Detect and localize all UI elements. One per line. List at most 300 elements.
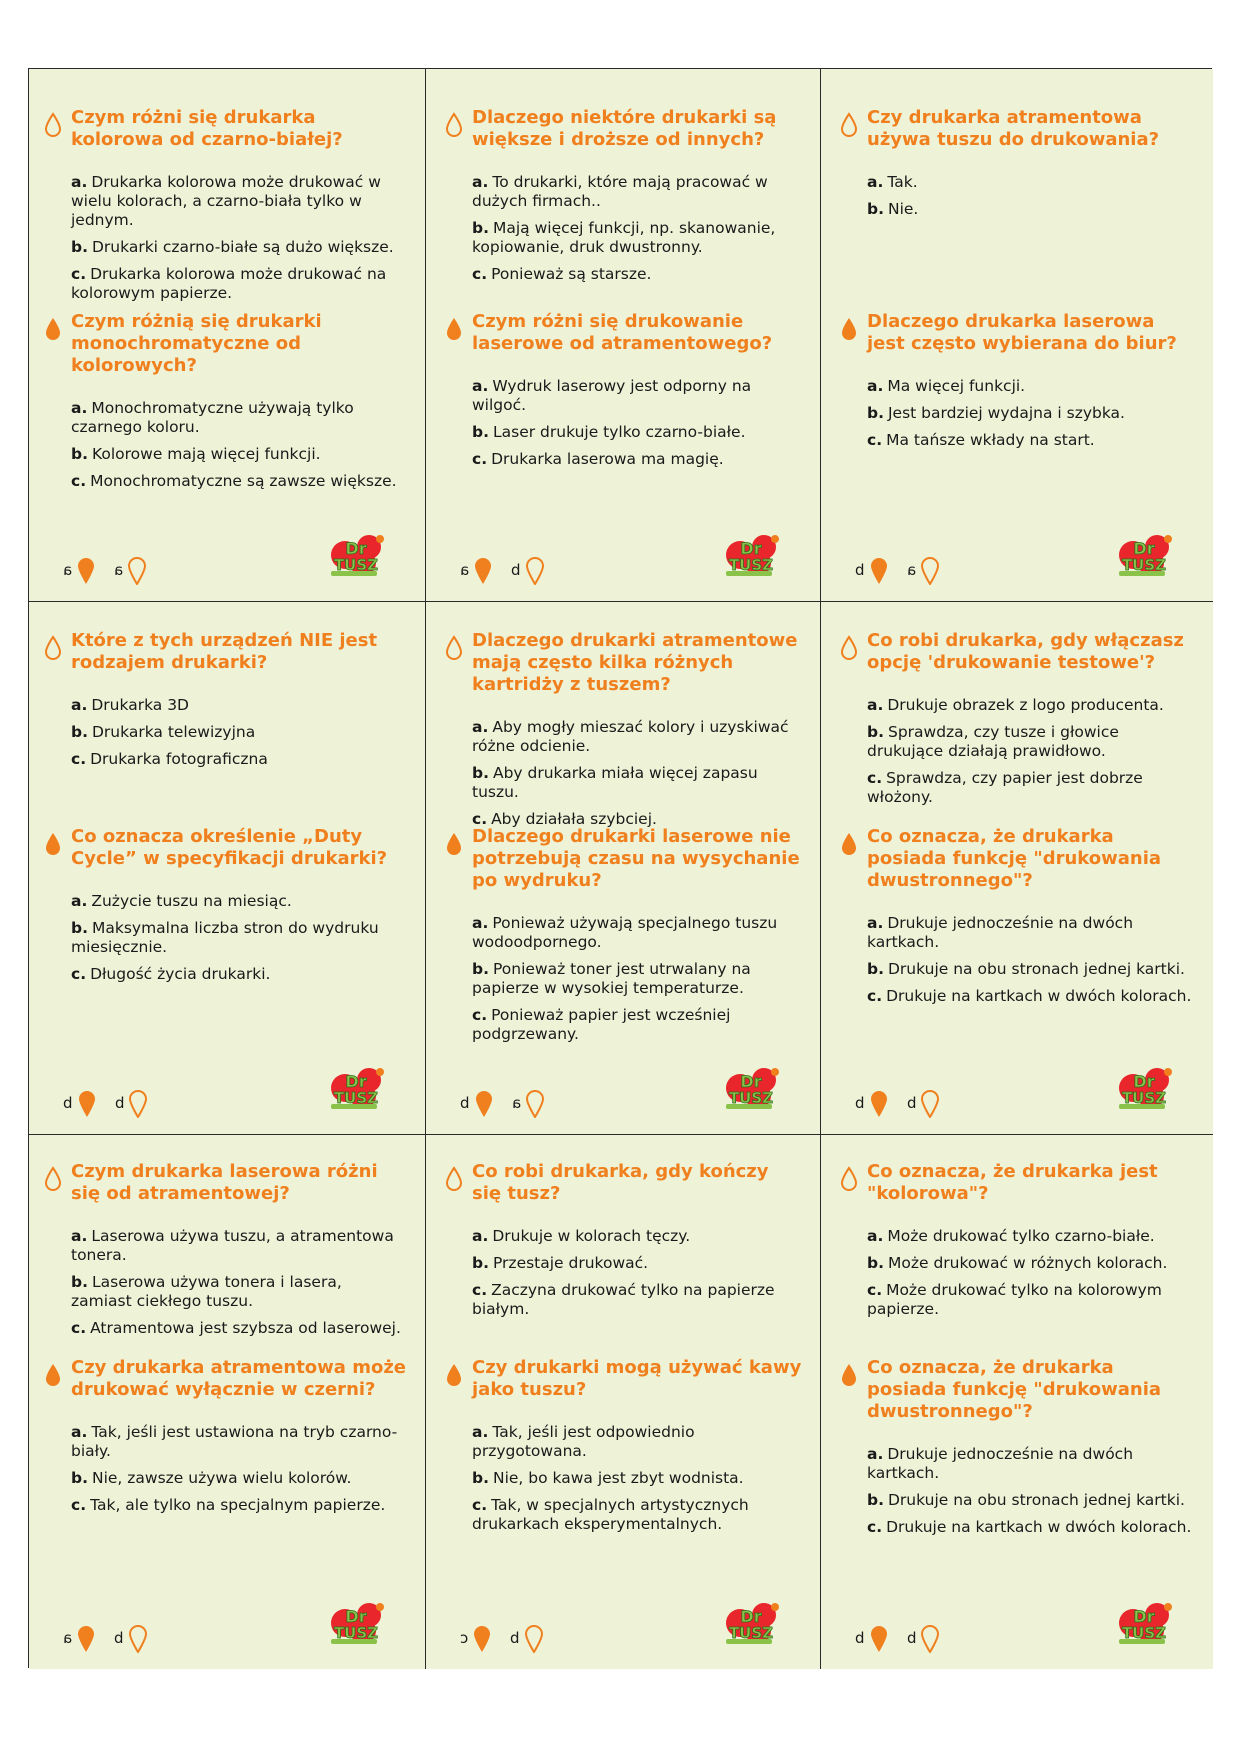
answer-option xyxy=(867,1254,1195,1273)
drop-outline-icon xyxy=(44,1166,62,1192)
answer-letter: a. xyxy=(71,173,88,191)
answer-key xyxy=(460,1625,558,1653)
answer-text: Ponieważ toner jest utrwalany na papierze w wysokiej temperaturze. xyxy=(472,960,751,997)
question-block-outline xyxy=(472,1161,802,1327)
answer-letter: c. xyxy=(867,1518,883,1536)
drop-outline-icon xyxy=(445,1166,463,1192)
answer-letter: c. xyxy=(472,1496,488,1514)
quiz-card xyxy=(821,69,1213,602)
answer-text: Może drukować tylko czarno-białe. xyxy=(887,1227,1155,1245)
answer-option xyxy=(472,1496,802,1534)
answer-text: Drukarka telewizyjna xyxy=(91,723,256,741)
question-text: Co oznacza, że drukarka posiada funkcję "drukowania dwustronnego"? xyxy=(867,1357,1162,1422)
dr-tusz-logo xyxy=(1113,1066,1175,1112)
answer-option xyxy=(71,445,407,464)
answer-letter: a. xyxy=(472,173,489,191)
answer-text: Drukuje jednocześnie na dwóch kartkach. xyxy=(867,1445,1134,1482)
answer-letter: b. xyxy=(867,960,884,978)
answer-option xyxy=(472,1423,802,1461)
answer-option xyxy=(71,399,407,437)
answer-letter: a. xyxy=(472,718,489,736)
answer-list xyxy=(867,914,1195,1006)
answer-text: Drukuje na obu stronach jednej kartki. xyxy=(887,1491,1185,1509)
question-block-filled xyxy=(472,311,802,477)
question-block-filled xyxy=(867,826,1195,1014)
answer-list xyxy=(472,1227,802,1319)
answer-key-first-letter: a xyxy=(460,561,470,579)
answer-key-first-letter: b xyxy=(855,1629,865,1647)
answer-text: Może drukować w różnych kolorach. xyxy=(887,1254,1168,1272)
answer-letter: a. xyxy=(867,1227,884,1245)
answer-option xyxy=(71,1423,407,1461)
drop-filled-icon xyxy=(44,316,62,342)
question-block-outline xyxy=(71,1161,407,1346)
dr-tusz-logo xyxy=(720,1601,782,1647)
answer-list xyxy=(867,1227,1195,1319)
drop-outline-icon xyxy=(44,635,62,661)
answer-option xyxy=(472,1254,802,1273)
answer-text: Drukuje jednocześnie na dwóch kartkach. xyxy=(867,914,1134,951)
logo-text-top: Dr xyxy=(345,1072,367,1091)
answer-list xyxy=(472,914,802,1044)
pin-outline-icon xyxy=(128,1090,148,1118)
answer-letter: b. xyxy=(71,445,88,463)
drop-outline-icon xyxy=(445,635,463,661)
question-title xyxy=(867,311,1195,355)
question-block-outline xyxy=(867,107,1195,227)
quiz-card xyxy=(426,602,821,1135)
drop-filled-icon xyxy=(445,831,463,857)
answer-option xyxy=(472,265,802,284)
question-text: Dlaczego drukarka laserowa jest często wybierana do biur? xyxy=(867,311,1177,354)
answer-letter: a. xyxy=(472,1227,489,1245)
logo-text-bottom: TUSZ xyxy=(728,1089,774,1107)
answer-key xyxy=(63,1090,162,1118)
logo-text-top: Dr xyxy=(345,1607,367,1626)
drop-filled-icon xyxy=(44,1362,62,1388)
answer-list xyxy=(867,1445,1195,1537)
answer-text: Ponieważ używają specjalnego tuszu wodoodpornego. xyxy=(472,914,778,951)
quiz-card xyxy=(821,602,1213,1135)
answer-text: Może drukować tylko na kolorowym papierze. xyxy=(867,1281,1162,1318)
question-title xyxy=(71,107,407,151)
answer-letter: c. xyxy=(71,472,87,490)
answer-option xyxy=(867,696,1195,715)
question-block-outline xyxy=(472,630,802,837)
answer-key xyxy=(855,1625,954,1653)
answer-option xyxy=(867,1518,1195,1537)
quiz-card xyxy=(29,602,426,1135)
answer-letter: a. xyxy=(472,377,489,395)
answer-text: Maksymalna liczba stron do wydruku miesięcznie. xyxy=(71,919,379,956)
drop-filled-icon xyxy=(445,1362,463,1388)
answer-letter: b. xyxy=(472,764,489,782)
answer-option xyxy=(867,377,1195,396)
answer-text: Ma tańsze wkłady na start. xyxy=(886,431,1095,449)
pin-outline-icon xyxy=(920,1090,940,1118)
dr-tusz-logo xyxy=(325,1601,387,1647)
answer-letter: b. xyxy=(867,404,884,422)
answer-list xyxy=(867,173,1195,219)
question-text: Czym różnią się drukarki monochromatyczne od kolorowych? xyxy=(71,311,322,376)
answer-key-second-letter: b xyxy=(511,561,521,579)
pin-filled-icon xyxy=(869,557,889,585)
answer-text: Zaczyna drukować tylko na papierze białym. xyxy=(472,1281,775,1318)
answer-option xyxy=(71,238,407,257)
answer-option xyxy=(71,965,407,984)
answer-list xyxy=(472,377,802,469)
logo-text-top: Dr xyxy=(740,539,762,558)
logo-text-bottom: TUSZ xyxy=(333,556,379,574)
logo-text-bottom: TUSZ xyxy=(728,1624,774,1642)
answer-text: Aby mogły mieszać kolory i uzyskiwać różne odcienie. xyxy=(472,718,789,755)
question-text: Które z tych urządzeń NIE jest rodzajem drukarki? xyxy=(71,630,378,673)
question-title xyxy=(472,826,802,892)
answer-letter: b. xyxy=(472,960,489,978)
answer-key-first-letter: c xyxy=(460,1629,469,1647)
answer-text: Przestaje drukować. xyxy=(492,1254,649,1272)
answer-option xyxy=(472,219,802,257)
answer-letter: b. xyxy=(867,200,884,218)
answer-letter: c. xyxy=(71,265,87,283)
logo-text-top: Dr xyxy=(345,539,367,558)
logo-text-top: Dr xyxy=(1133,1607,1155,1626)
answer-option xyxy=(472,450,802,469)
answer-text: Ma więcej funkcji. xyxy=(887,377,1026,395)
quiz-card xyxy=(426,1135,821,1669)
answer-text: Nie, zawsze używa wielu kolorów. xyxy=(91,1469,352,1487)
answer-option xyxy=(71,265,407,303)
question-text: Czym różni się drukarka kolorowa od czarno-białej? xyxy=(71,107,343,150)
answer-letter: c. xyxy=(867,431,883,449)
answer-letter: b. xyxy=(472,1469,489,1487)
answer-option xyxy=(472,764,802,802)
answer-key xyxy=(63,557,161,585)
logo-text-bottom: TUSZ xyxy=(333,1089,379,1107)
answer-option xyxy=(71,919,407,957)
question-block-filled xyxy=(867,1357,1195,1545)
question-title xyxy=(472,107,802,151)
answer-text: Tak, jeśli jest odpowiednio przygotowana. xyxy=(472,1423,695,1460)
question-block-filled xyxy=(71,826,407,992)
drop-filled-icon xyxy=(840,1362,858,1388)
answer-letter: c. xyxy=(867,769,883,787)
drop-filled-icon xyxy=(44,831,62,857)
question-text: Co oznacza, że drukarka jest "kolorowa"? xyxy=(867,1161,1158,1204)
answer-letter: c. xyxy=(71,1496,87,1514)
answer-option xyxy=(71,472,407,491)
answer-text: Ponieważ są starsze. xyxy=(491,265,652,283)
answer-option xyxy=(472,960,802,998)
answer-letter: a. xyxy=(71,1423,88,1441)
answer-text: Drukuje obrazek z logo producenta. xyxy=(887,696,1164,714)
answer-option xyxy=(867,1281,1195,1319)
answer-text: Wydruk laserowy jest odporny na wilgoć. xyxy=(472,377,752,414)
answer-letter: a. xyxy=(71,696,88,714)
question-block-filled xyxy=(472,826,802,1052)
quiz-card xyxy=(426,69,821,602)
answer-key-first-letter: b xyxy=(460,1094,470,1112)
drop-filled-icon xyxy=(840,316,858,342)
answer-text: Kolorowe mają więcej funkcji. xyxy=(91,445,321,463)
question-text: Czy drukarka atramentowa używa tuszu do drukowania? xyxy=(867,107,1160,150)
question-text: Dlaczego drukarki laserowe nie potrzebują czasu na wysychanie po wydruku? xyxy=(472,826,800,891)
answer-letter: a. xyxy=(71,1227,88,1245)
answer-letter: c. xyxy=(472,265,488,283)
answer-letter: c. xyxy=(71,750,87,768)
quiz-card xyxy=(29,1135,426,1669)
dr-tusz-logo xyxy=(1113,533,1175,579)
question-block-outline xyxy=(867,630,1195,815)
answer-text: Tak, w specjalnych artystycznych drukarkach eksperymentalnych. xyxy=(472,1496,749,1533)
answer-option xyxy=(472,718,802,756)
answer-option xyxy=(472,423,802,442)
answer-letter: b. xyxy=(867,1491,884,1509)
answer-option xyxy=(71,723,407,742)
question-block-outline xyxy=(472,107,802,292)
pin-filled-icon xyxy=(77,1090,97,1118)
answer-key xyxy=(460,1090,559,1118)
answer-letter: b. xyxy=(867,1254,884,1272)
answer-option xyxy=(867,1227,1195,1246)
answer-option xyxy=(867,914,1195,952)
answer-key-first-letter: b xyxy=(63,1094,73,1112)
pin-outline-icon xyxy=(920,557,940,585)
question-title xyxy=(867,1357,1195,1423)
answer-text: Tak. xyxy=(887,173,918,191)
question-text: Czym drukarka laserowa różni się od atramentowej? xyxy=(71,1161,378,1204)
answer-option xyxy=(867,987,1195,1006)
answer-option xyxy=(867,960,1195,979)
answer-text: Monochromatyczne używają tylko czarnego koloru. xyxy=(71,399,354,436)
answer-letter: a. xyxy=(71,399,88,417)
answer-key xyxy=(460,557,559,585)
answer-list xyxy=(71,399,407,491)
answer-option xyxy=(867,1445,1195,1483)
answer-key-first-letter: b xyxy=(855,1094,865,1112)
question-title xyxy=(71,1357,407,1401)
logo-text-top: Dr xyxy=(740,1607,762,1626)
answer-text: Drukarki czarno-białe są dużo większe. xyxy=(91,238,394,256)
dr-tusz-logo xyxy=(325,1066,387,1112)
answer-key xyxy=(855,1090,954,1118)
question-block-filled xyxy=(472,1357,802,1542)
quiz-card xyxy=(29,69,426,602)
answer-list xyxy=(867,696,1195,807)
answer-letter: c. xyxy=(867,1281,883,1299)
question-title xyxy=(867,107,1195,151)
answer-list xyxy=(71,696,407,769)
answer-text: Tak, ale tylko na specjalnym papierze. xyxy=(90,1496,386,1514)
question-text: Czy drukarki mogą używać kawy jako tuszu? xyxy=(472,1357,802,1400)
answer-option xyxy=(472,377,802,415)
answer-option xyxy=(867,200,1195,219)
answer-key-second-letter: a xyxy=(511,1094,521,1112)
drop-outline-icon xyxy=(840,635,858,661)
logo-text-top: Dr xyxy=(1133,539,1155,558)
logo-text-bottom: TUSZ xyxy=(728,556,774,574)
drop-outline-icon xyxy=(445,112,463,138)
answer-key-second-letter: a xyxy=(114,561,124,579)
answer-list xyxy=(71,1423,407,1515)
answer-text: Jest bardziej wydajna i szybka. xyxy=(887,404,1125,422)
question-block-outline xyxy=(867,1161,1195,1327)
question-title xyxy=(472,1161,802,1205)
answer-key-second-letter: b xyxy=(510,1629,520,1647)
answer-text: Drukarka laserowa ma magię. xyxy=(491,450,724,468)
answer-option xyxy=(472,1227,802,1246)
answer-letter: c. xyxy=(71,1319,87,1337)
answer-key-second-letter: b xyxy=(114,1629,124,1647)
logo-text-bottom: TUSZ xyxy=(1121,1089,1167,1107)
pin-outline-icon xyxy=(525,557,545,585)
answer-option xyxy=(472,1281,802,1319)
logo-text-bottom: TUSZ xyxy=(1121,1624,1167,1642)
logo-text-top: Dr xyxy=(1133,1072,1155,1091)
answer-option xyxy=(71,696,407,715)
answer-text: Laserowa używa tuszu, a atramentowa tonera. xyxy=(71,1227,394,1264)
card-sheet xyxy=(28,68,1212,1668)
answer-key-first-letter: b xyxy=(855,561,865,579)
pin-filled-icon xyxy=(76,557,96,585)
answer-letter: a. xyxy=(867,696,884,714)
answer-key-second-letter: b xyxy=(906,1629,917,1647)
answer-letter: b. xyxy=(867,723,884,741)
answer-text: Aby działała szybciej. xyxy=(491,810,657,828)
answer-text: Sprawdza, czy papier jest dobrze włożony. xyxy=(867,769,1143,806)
drop-outline-icon xyxy=(840,112,858,138)
answer-text: Tak, jeśli jest ustawiona na tryb czarno-biały. xyxy=(71,1423,398,1460)
answer-letter: a. xyxy=(867,1445,884,1463)
question-title xyxy=(472,1357,802,1401)
logo-text-bottom: TUSZ xyxy=(1121,556,1167,574)
answer-list xyxy=(472,718,802,829)
answer-text: Ponieważ papier jest wcześniej podgrzewany. xyxy=(472,1006,731,1043)
answer-option xyxy=(867,1491,1195,1510)
question-block-outline xyxy=(71,107,407,311)
answer-letter: b. xyxy=(472,1254,489,1272)
answer-letter: a. xyxy=(71,892,88,910)
answer-letter: a. xyxy=(867,377,884,395)
question-text: Co robi drukarka, gdy kończy się tusz? xyxy=(472,1161,769,1204)
answer-letter: a. xyxy=(472,914,489,932)
pin-outline-icon xyxy=(128,1625,148,1653)
quiz-card xyxy=(821,1135,1213,1669)
answer-option xyxy=(472,1469,802,1488)
answer-option xyxy=(867,173,1195,192)
answer-option xyxy=(472,914,802,952)
answer-option xyxy=(71,1319,407,1338)
answer-text: Drukuje na kartkach w dwóch kolorach. xyxy=(886,987,1192,1005)
answer-list xyxy=(472,1423,802,1534)
answer-letter: c. xyxy=(472,450,488,468)
answer-text: Nie. xyxy=(887,200,919,218)
pin-filled-icon xyxy=(474,1090,494,1118)
pin-filled-icon xyxy=(76,1625,96,1653)
answer-option xyxy=(71,1469,407,1488)
answer-letter: c. xyxy=(472,810,488,828)
answer-text: Monochromatyczne są zawsze większe. xyxy=(90,472,397,490)
answer-letter: c. xyxy=(472,1281,488,1299)
answer-key-second-letter: b xyxy=(906,1094,917,1112)
question-block-filled xyxy=(867,311,1195,458)
drop-filled-icon xyxy=(445,316,463,342)
pin-outline-icon xyxy=(127,557,147,585)
answer-text: Nie, bo kawa jest zbyt wodnista. xyxy=(492,1469,744,1487)
answer-key-second-letter: b xyxy=(114,1094,125,1112)
answer-text: Zużycie tuszu na miesiąc. xyxy=(91,892,292,910)
answer-text: Laserowa używa tonera i lasera, zamiast ciekłego tuszu. xyxy=(71,1273,342,1310)
answer-letter: c. xyxy=(867,987,883,1005)
answer-option xyxy=(867,723,1195,761)
question-text: Czy drukarka atramentowa może drukować wyłącznie w czerni? xyxy=(71,1357,407,1400)
answer-letter: c. xyxy=(71,965,87,983)
question-text: Czym różni się drukowanie laserowe od atramentowego? xyxy=(472,311,773,354)
logo-text-top: Dr xyxy=(740,1072,762,1091)
answer-list xyxy=(472,173,802,284)
answer-letter: b. xyxy=(71,238,88,256)
question-block-filled xyxy=(71,311,407,499)
question-title xyxy=(71,826,407,870)
pin-filled-icon xyxy=(473,557,493,585)
answer-letter: b. xyxy=(472,219,489,237)
question-title xyxy=(867,630,1195,674)
answer-option xyxy=(71,173,407,230)
answer-text: Długość życia drukarki. xyxy=(90,965,271,983)
answer-text: Mają więcej funkcji, np. skanowanie, kopiowanie, druk dwustronny. xyxy=(472,219,776,256)
question-text: Dlaczego drukarki atramentowe mają często kilka różnych kartridży z tuszem? xyxy=(472,630,798,695)
question-title xyxy=(71,1161,407,1205)
answer-option xyxy=(472,173,802,211)
answer-option xyxy=(472,1006,802,1044)
dr-tusz-logo xyxy=(325,533,387,579)
question-title xyxy=(472,630,802,696)
pin-outline-icon xyxy=(524,1625,544,1653)
question-title xyxy=(71,311,407,377)
answer-option xyxy=(71,1273,407,1311)
question-title xyxy=(867,1161,1195,1205)
answer-text: Drukarka kolorowa może drukować w wielu kolorach, a czarno-biała tylko w jednym. xyxy=(71,173,381,229)
dr-tusz-logo xyxy=(720,1066,782,1112)
pin-outline-icon xyxy=(525,1090,545,1118)
question-text: Dlaczego niektóre drukarki są większe i droższe od innych? xyxy=(472,107,777,150)
answer-text: Drukuje w kolorach tęczy. xyxy=(492,1227,691,1245)
answer-text: Drukarka kolorowa może drukować na kolorowym papierze. xyxy=(71,265,387,302)
answer-key-first-letter: a xyxy=(63,1629,73,1647)
logo-text-bottom: TUSZ xyxy=(333,1624,379,1642)
answer-letter: b. xyxy=(472,423,489,441)
answer-text: Drukuje na kartkach w dwóch kolorach. xyxy=(886,1518,1192,1536)
answer-option xyxy=(867,404,1195,423)
answer-letter: a. xyxy=(867,914,884,932)
drop-outline-icon xyxy=(840,1166,858,1192)
answer-letter: a. xyxy=(867,173,884,191)
dr-tusz-logo xyxy=(1113,1601,1175,1647)
dr-tusz-logo xyxy=(720,533,782,579)
answer-list xyxy=(71,173,407,303)
answer-text: Drukuje na obu stronach jednej kartki. xyxy=(887,960,1185,978)
answer-text: Sprawdza, czy tusze i głowice drukujące działają prawidłowo. xyxy=(867,723,1119,760)
question-title xyxy=(71,630,407,674)
answer-key xyxy=(63,1625,162,1653)
answer-key xyxy=(855,557,954,585)
answer-letter: a. xyxy=(472,1423,489,1441)
answer-text: Laser drukuje tylko czarno-białe. xyxy=(492,423,746,441)
answer-option xyxy=(71,892,407,911)
answer-option xyxy=(867,431,1195,450)
question-block-filled xyxy=(71,1357,407,1523)
answer-list xyxy=(71,1227,407,1338)
